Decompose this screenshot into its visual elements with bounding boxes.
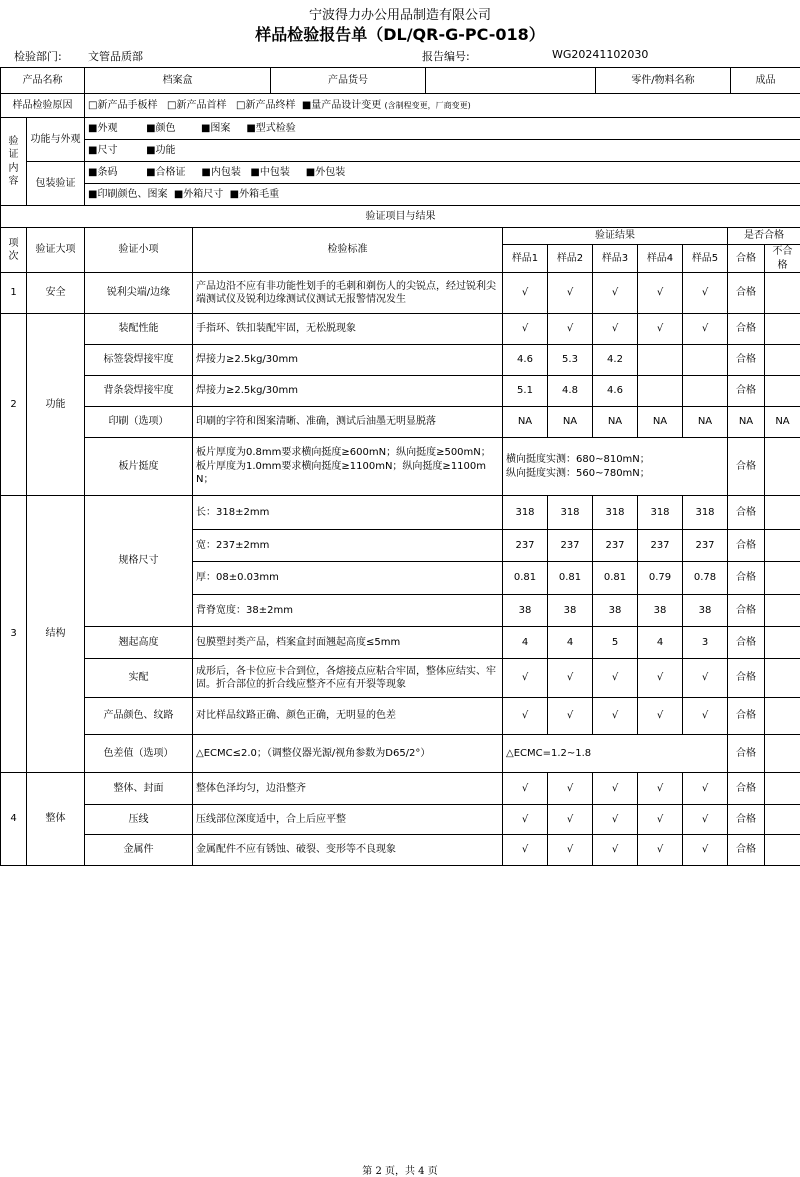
pass-value: 合格 (728, 273, 765, 314)
fail-value (765, 314, 800, 345)
dept-label: 检验部门: (14, 48, 62, 64)
table-row (1, 376, 800, 407)
item-standard: 焊接力≥2.5kg/30mm (193, 345, 503, 376)
option-label: 印刷颜色、图案 (97, 189, 167, 200)
sample-value: √ (593, 314, 638, 345)
sample-value: 4.6 (503, 345, 548, 376)
option-label: 内包装 (211, 167, 241, 178)
item-standard: 整体色泽均匀，边沿整齐 (193, 773, 503, 805)
sample-header: 样品1 (503, 245, 548, 273)
dept-value: 文管品质部 (88, 48, 143, 64)
fail-header: 不合格 (765, 245, 800, 273)
sample-value: √ (548, 659, 593, 698)
sample-value: √ (638, 773, 683, 805)
option-label: 外包装 (315, 167, 345, 178)
sample-value: √ (593, 659, 638, 698)
sample-header: 样品5 (683, 245, 728, 273)
pass-value: 合格 (728, 496, 765, 530)
report-no-value: WG20241102030 (552, 48, 648, 61)
item-standard: 厚：08±0.03mm (193, 562, 503, 595)
sample-value: 318 (683, 496, 728, 530)
sample-value: 318 (638, 496, 683, 530)
package-options-1 (85, 162, 800, 184)
sample-value: √ (683, 314, 728, 345)
sample-value: 0.79 (638, 562, 683, 595)
item-standard: 压线部位深度适中，合上后应平整 (193, 805, 503, 835)
fail-value (765, 562, 800, 595)
sample-value: 237 (548, 530, 593, 562)
item-sub: 印刷（选项） (85, 407, 193, 438)
sample-value (638, 376, 683, 407)
table-row (1, 345, 800, 376)
table-row (1, 438, 800, 496)
reason-note: (含制程变更，厂商变更) (384, 101, 470, 110)
pass-value: 合格 (728, 376, 765, 407)
sample-value: √ (503, 805, 548, 835)
table-row (1, 496, 800, 530)
item-standard: △ECMC≤2.0；（调整仪器光源/视角参数为D65/2°） (193, 735, 503, 773)
table-row (1, 273, 800, 314)
pass-value: 合格 (728, 627, 765, 659)
sample-value: 4.2 (593, 345, 638, 376)
pass-value: 合格 (728, 562, 765, 595)
option-label: 合格证 (156, 167, 186, 178)
sample-value (638, 345, 683, 376)
item-sub: 装配性能 (85, 314, 193, 345)
sample-value: 5.3 (548, 345, 593, 376)
sample-value: 38 (503, 595, 548, 627)
pass-value: 合格 (728, 438, 765, 496)
sample-value: √ (548, 314, 593, 345)
item-sub: 板片挺度 (85, 438, 193, 496)
sample-value: NA (683, 407, 728, 438)
col-pass-group-header: 是否合格 (728, 228, 800, 245)
checkbox-mark: ■ (302, 100, 311, 111)
option-label: 中包装 (260, 167, 290, 178)
fail-value (765, 530, 800, 562)
sample-value: √ (503, 698, 548, 735)
fail-value (765, 273, 800, 314)
option-label: 尺寸 (97, 145, 117, 156)
sample-value: 3 (683, 627, 728, 659)
table-row (1, 805, 800, 835)
sample-value: 38 (593, 595, 638, 627)
item-category: 结构 (27, 496, 85, 773)
item-sub: 背条袋焊接牢度 (85, 376, 193, 407)
item-standard: 宽：237±2mm (193, 530, 503, 562)
item-no: 2 (1, 314, 27, 496)
item-no: 3 (1, 496, 27, 773)
sample-value: √ (548, 773, 593, 805)
col-no-header: 项次 (1, 228, 27, 273)
sample-value: 0.81 (548, 562, 593, 595)
sample-value: NA (638, 407, 683, 438)
option-label: 外箱毛重 (239, 189, 279, 200)
sample-value: √ (548, 835, 593, 866)
pass-value: 合格 (728, 595, 765, 627)
item-sub: 压线 (85, 805, 193, 835)
table-row (1, 314, 800, 345)
pass-value: 合格 (728, 835, 765, 866)
item-sub: 锐利尖端/边缘 (85, 273, 193, 314)
sample-value: √ (638, 273, 683, 314)
pass-value: 合格 (728, 314, 765, 345)
item-sub: 翘起高度 (85, 627, 193, 659)
sample-value: 318 (503, 496, 548, 530)
item-sub: 整体、封面 (85, 773, 193, 805)
item-standard: 板片厚度为0.8mm要求横向挺度≥600mN；纵向挺度≥500mN； 板片厚度为1.0mm要求横向挺度≥1100mN；纵向挺度≥1100mN； (193, 438, 503, 496)
sample-value: 4.6 (593, 376, 638, 407)
sample-value: √ (638, 805, 683, 835)
sample-value: √ (593, 773, 638, 805)
sample-value: 237 (638, 530, 683, 562)
verify-content-label: 验证内容 (1, 118, 27, 206)
sample-value: 318 (593, 496, 638, 530)
item-standard: 产品边沿不应有非功能性划手的毛刺和剃伤人的尖锐点，经过锐利尖端测试仪及锐利边缘测试仪测试无报警情况发生 (193, 273, 503, 314)
sample-value: √ (683, 805, 728, 835)
sample-value: √ (503, 273, 548, 314)
sample-value: 5.1 (503, 376, 548, 407)
sample-value: 4.8 (548, 376, 593, 407)
col-category-header: 验证大项 (27, 228, 85, 273)
sample-value: √ (593, 273, 638, 314)
item-no: 1 (1, 273, 27, 314)
item-standard: 对比样品纹路正确、颜色正确，无明显的色差 (193, 698, 503, 735)
table-row (1, 735, 800, 773)
table-row (1, 659, 800, 698)
sample-value: 237 (593, 530, 638, 562)
reason-label: 样品检验原因 (1, 94, 85, 118)
product-name-label: 产品名称 (1, 68, 85, 94)
option-label: 条码 (97, 167, 117, 178)
col-standard-header: 检验标准 (193, 228, 503, 273)
sample-value: NA (503, 407, 548, 438)
item-standard: 金属配件不应有锈蚀、破裂、变形等不良现象 (193, 835, 503, 866)
sample-value: 38 (548, 595, 593, 627)
function-options-1 (85, 118, 800, 140)
part-label: 零件/物料名称 (596, 68, 731, 94)
item-standard: 焊接力≥2.5kg/30mm (193, 376, 503, 407)
sample-value: √ (548, 805, 593, 835)
option-label: 颜色 (156, 123, 176, 134)
sample-value: 0.81 (593, 562, 638, 595)
fail-value (765, 627, 800, 659)
sample-value: √ (593, 835, 638, 866)
sample-value: √ (503, 659, 548, 698)
sample-value (683, 345, 728, 376)
item-sub: 实配 (85, 659, 193, 698)
sample-header: 样品4 (638, 245, 683, 273)
sample-value: √ (638, 314, 683, 345)
sample-value: 318 (548, 496, 593, 530)
sample-value: √ (683, 659, 728, 698)
item-standard: 印刷的字符和图案清晰、准确，测试后油墨无明显脱落 (193, 407, 503, 438)
checkbox-mark: ■ (88, 189, 97, 200)
page-footer: 第 2 页，共 4 页 (0, 1162, 800, 1177)
item-standard: 手指环、铁扣装配牢固，无松脱现象 (193, 314, 503, 345)
pass-value: 合格 (728, 659, 765, 698)
function-label: 功能与外观 (27, 118, 85, 162)
checkbox-mark: □ (88, 100, 97, 111)
option-label: 功能 (156, 145, 176, 156)
item-sub: 标签袋焊接牢度 (85, 345, 193, 376)
fail-value (765, 438, 800, 496)
fail-value (765, 496, 800, 530)
reason-option: 新产品首样 (176, 100, 226, 111)
report-no-label: 报告编号: (422, 48, 470, 64)
item-category: 功能 (27, 314, 85, 496)
table-row (1, 698, 800, 735)
item-standard: 长：318±2mm (193, 496, 503, 530)
fail-value (765, 595, 800, 627)
pass-value: 合格 (728, 698, 765, 735)
checkbox-mark: □ (167, 100, 176, 111)
pass-value: 合格 (728, 773, 765, 805)
table-row (1, 773, 800, 805)
sample-value: √ (503, 835, 548, 866)
table-row (1, 407, 800, 438)
fail-value (765, 698, 800, 735)
item-result-merged: △ECMC=1.2~1.8 (503, 735, 728, 773)
checkbox-mark: ■ (230, 189, 239, 200)
sample-value: √ (593, 805, 638, 835)
pass-value: 合格 (728, 735, 765, 773)
sample-value: √ (503, 773, 548, 805)
item-standard: 背脊宽度：38±2mm (193, 595, 503, 627)
item-sub: 金属件 (85, 835, 193, 866)
sample-value: √ (683, 773, 728, 805)
reason-option: 新产品手板样 (97, 100, 157, 111)
sample-value: 5 (593, 627, 638, 659)
sample-value: √ (638, 659, 683, 698)
checkbox-mark: □ (236, 100, 245, 111)
product-no-value (426, 68, 596, 94)
col-results-header: 验证结果 (503, 228, 728, 245)
sample-value: 38 (638, 595, 683, 627)
fail-value: NA (765, 407, 800, 438)
fail-value (765, 805, 800, 835)
fail-value (765, 773, 800, 805)
sample-value: 38 (683, 595, 728, 627)
checkbox-mark: ■ (88, 145, 97, 156)
sample-value: √ (683, 835, 728, 866)
report-title: 样品检验报告单（DL/QR-G-PC-018） (0, 22, 800, 45)
item-standard: 包膜塑封类产品，档案盒封面翘起高度≤5mm (193, 627, 503, 659)
info-table (0, 67, 800, 118)
item-sub: 产品颜色、纹路 (85, 698, 193, 735)
sample-value: 237 (503, 530, 548, 562)
fail-value (765, 659, 800, 698)
sample-value: √ (503, 314, 548, 345)
table-row (1, 835, 800, 866)
option-label: 外观 (97, 123, 117, 134)
option-label: 型式检验 (256, 123, 296, 134)
sample-value: √ (548, 273, 593, 314)
checkbox-mark: ■ (246, 123, 255, 134)
package-label: 包装验证 (27, 162, 85, 206)
checkbox-mark: ■ (146, 167, 155, 178)
sample-value: 0.78 (683, 562, 728, 595)
part-value: 成品 (731, 68, 800, 94)
item-sub: 色差值（选项） (85, 735, 193, 773)
reason-option: 量产品设计变更 (311, 100, 381, 111)
checkbox-mark: ■ (250, 167, 259, 178)
fail-value (765, 735, 800, 773)
company-name: 宁波得力办公用品制造有限公司 (0, 4, 800, 23)
package-options-2 (85, 184, 800, 206)
sample-value: √ (638, 698, 683, 735)
checkbox-mark: ■ (201, 123, 210, 134)
item-result-merged: 横向挺度实测：680~810mN； 纵向挺度实测：560~780mN； (503, 438, 728, 496)
option-label: 外箱尺寸 (183, 189, 223, 200)
sample-value: √ (593, 698, 638, 735)
sample-value: √ (683, 698, 728, 735)
checkbox-mark: ■ (88, 123, 97, 134)
checkbox-mark: ■ (174, 189, 183, 200)
checkbox-mark: ■ (201, 167, 210, 178)
table-row (1, 627, 800, 659)
verify-content-table (0, 117, 800, 206)
sample-value: √ (683, 273, 728, 314)
reason-option: 新产品终样 (245, 100, 295, 111)
sample-value (683, 376, 728, 407)
sample-value: √ (548, 698, 593, 735)
checkbox-mark: ■ (146, 145, 155, 156)
results-table (0, 205, 800, 866)
fail-value (765, 345, 800, 376)
sample-value: 4 (548, 627, 593, 659)
sample-value: 237 (683, 530, 728, 562)
pass-value: 合格 (728, 345, 765, 376)
item-standard: 成形后，各卡位应卡合到位，各熔接点应粘合牢固，整体应结实、牢固。折合部位的折合线应整齐不应有开裂等现象 (193, 659, 503, 698)
sample-value: √ (638, 835, 683, 866)
fail-value (765, 835, 800, 866)
sample-value: 4 (638, 627, 683, 659)
item-sub: 规格尺寸 (85, 496, 193, 627)
function-options-2 (85, 140, 800, 162)
sample-value: 0.81 (503, 562, 548, 595)
checkbox-mark: ■ (306, 167, 315, 178)
item-category: 安全 (27, 273, 85, 314)
product-no-label: 产品货号 (271, 68, 426, 94)
checkbox-mark: ■ (88, 167, 97, 178)
sample-header: 样品3 (593, 245, 638, 273)
pass-header: 合格 (728, 245, 765, 273)
item-no: 4 (1, 773, 27, 866)
pass-value: 合格 (728, 530, 765, 562)
col-sub-header: 验证小项 (85, 228, 193, 273)
results-section-title: 验证项目与结果 (1, 206, 800, 228)
sample-value: 4 (503, 627, 548, 659)
checkbox-mark: ■ (146, 123, 155, 134)
pass-value: NA (728, 407, 765, 438)
fail-value (765, 376, 800, 407)
sample-header: 样品2 (548, 245, 593, 273)
item-category: 整体 (27, 773, 85, 866)
product-name-value: 档案盒 (85, 68, 271, 94)
sample-value: NA (593, 407, 638, 438)
sample-value: NA (548, 407, 593, 438)
option-label: 图案 (210, 123, 230, 134)
reason-list (85, 94, 800, 118)
pass-value: 合格 (728, 805, 765, 835)
